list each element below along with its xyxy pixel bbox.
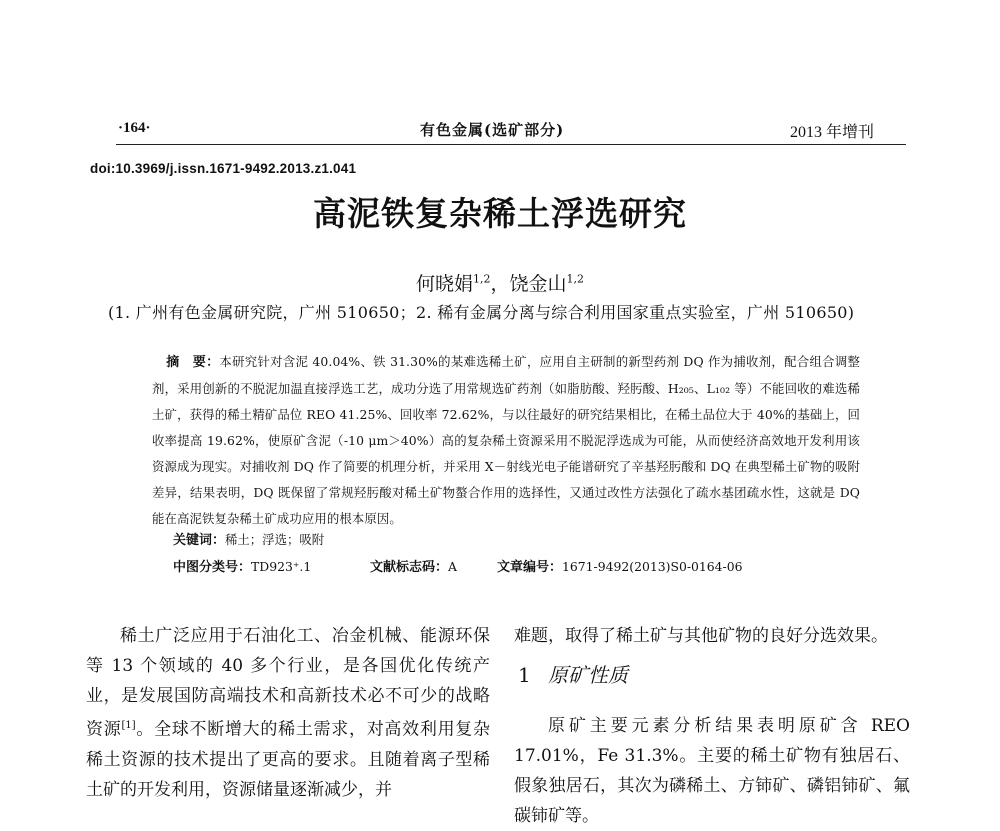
section-heading [518, 659, 628, 688]
author-affil-sup: 1,2 [566, 272, 585, 286]
body-right-top: 难题，取得了稀土矿与其他矿物的良好分选效果。 [514, 626, 888, 646]
author-name: 饶金山 [509, 273, 567, 295]
article-number [497, 556, 743, 575]
body-right-column [514, 711, 910, 831]
doi[interactable]: doi:10.3969/j.issn.1671-9492.2013.z1.041 [90, 161, 357, 176]
clc-value: TD923⁺.1 [251, 559, 312, 574]
abstract-label: 摘 要： [166, 355, 220, 370]
abstract-text: 本研究针对含泥 40.04%、铁 31.30%的某难选稀土矿，应用自主研制的新型药剂 DQ 作为捕收剂，配合组合调整剂，采用创新的不脱泥加温直接浮选工艺，成功分选了用常规选矿药剂（如脂肪酸、羟肟酸、H₂₀₅、L₁₀₂ 等）不能回收的难选稀土矿，获得的稀土精矿品位 REO 41.25%、回收率 72.62%，与以往最好的研究结果相比，在稀土品位大于 40%的基础上，回收率提高 19.62%，使原矿含泥（-10 μm＞40%）高的复杂稀土资源采用不脱泥浮选成为可能，从而使经济高效地开发利用该资源成为现实。对捕收剂 DQ 作了简要的机理分析，并采用 X－射线光电子能谱研究了辛基羟肟酸和 DQ 在典型稀土矿物的吸附差异，结果表明，DQ 既保留了常规羟肟酸对稀土矿物螯合作用的选择性，又通过改性方法强化了疏水基团疏水性，这就是 DQ 能在高泥铁复杂稀土矿成功应用的根本原因。 [152, 354, 860, 526]
body-left-column [86, 621, 490, 805]
abstract [152, 349, 860, 532]
paper-title: 高泥铁复杂稀土浮选研究 [313, 194, 687, 233]
body-paragraph [86, 621, 490, 805]
clc-number [173, 556, 311, 575]
affiliation: (1. 广州有色金属研究院，广州 510650；2. 稀有金属分离与综合利用国家重点实验室，广州 510650) [108, 303, 855, 322]
section-number: 1 [518, 663, 531, 687]
keywords [173, 529, 324, 548]
paragraph-text: 稀土广泛应用于石油化工、冶金机械、能源环保等 13 个领域的 40 多个行业，是各国优化传统产业，是发展国防高端技术和高新技术必不可少的战略资源 [86, 626, 490, 740]
authors [0, 269, 1000, 296]
author-affil-sup: 1,2 [472, 272, 491, 286]
doc-code-label: 文献标志码： [370, 560, 449, 575]
issue-label: 2013 年增刊 [790, 124, 875, 141]
clc-label: 中图分类号： [173, 560, 252, 575]
citation-ref[interactable]: [1] [121, 720, 136, 731]
doc-code-value: A [448, 559, 457, 574]
header-rule [116, 144, 906, 145]
doc-code [370, 556, 457, 575]
keywords-text: 稀土；浮选；吸附 [225, 532, 325, 547]
section-title: 原矿性质 [548, 663, 628, 687]
author-name: 何晓娟 [415, 273, 473, 295]
keywords-label: 关键词： [173, 533, 226, 548]
body-paragraph: 原矿主要元素分析结果表明原矿含 REO 17.01%，Fe 31.3%。主要的稀土矿物有独居石、假象独居石，其次为磷稀土、方铈矿、磷铝铈矿、氟碳铈矿等。 [514, 716, 910, 826]
article-number-label: 文章编号： [497, 560, 563, 575]
page-number: ·164· [118, 120, 151, 136]
author-separator: ， [490, 273, 510, 295]
paragraph-text: 。全球不断增大的稀土需求，对高效利用复杂稀土资源的技术提出了更高的要求。且随着离子型稀土矿的开发利用，资源储量逐渐减少，并 [86, 719, 491, 800]
article-number-value: 1671-9492(2013)S0-0164-06 [562, 559, 743, 574]
journal-name: 有色金属(选矿部分) [420, 121, 565, 139]
